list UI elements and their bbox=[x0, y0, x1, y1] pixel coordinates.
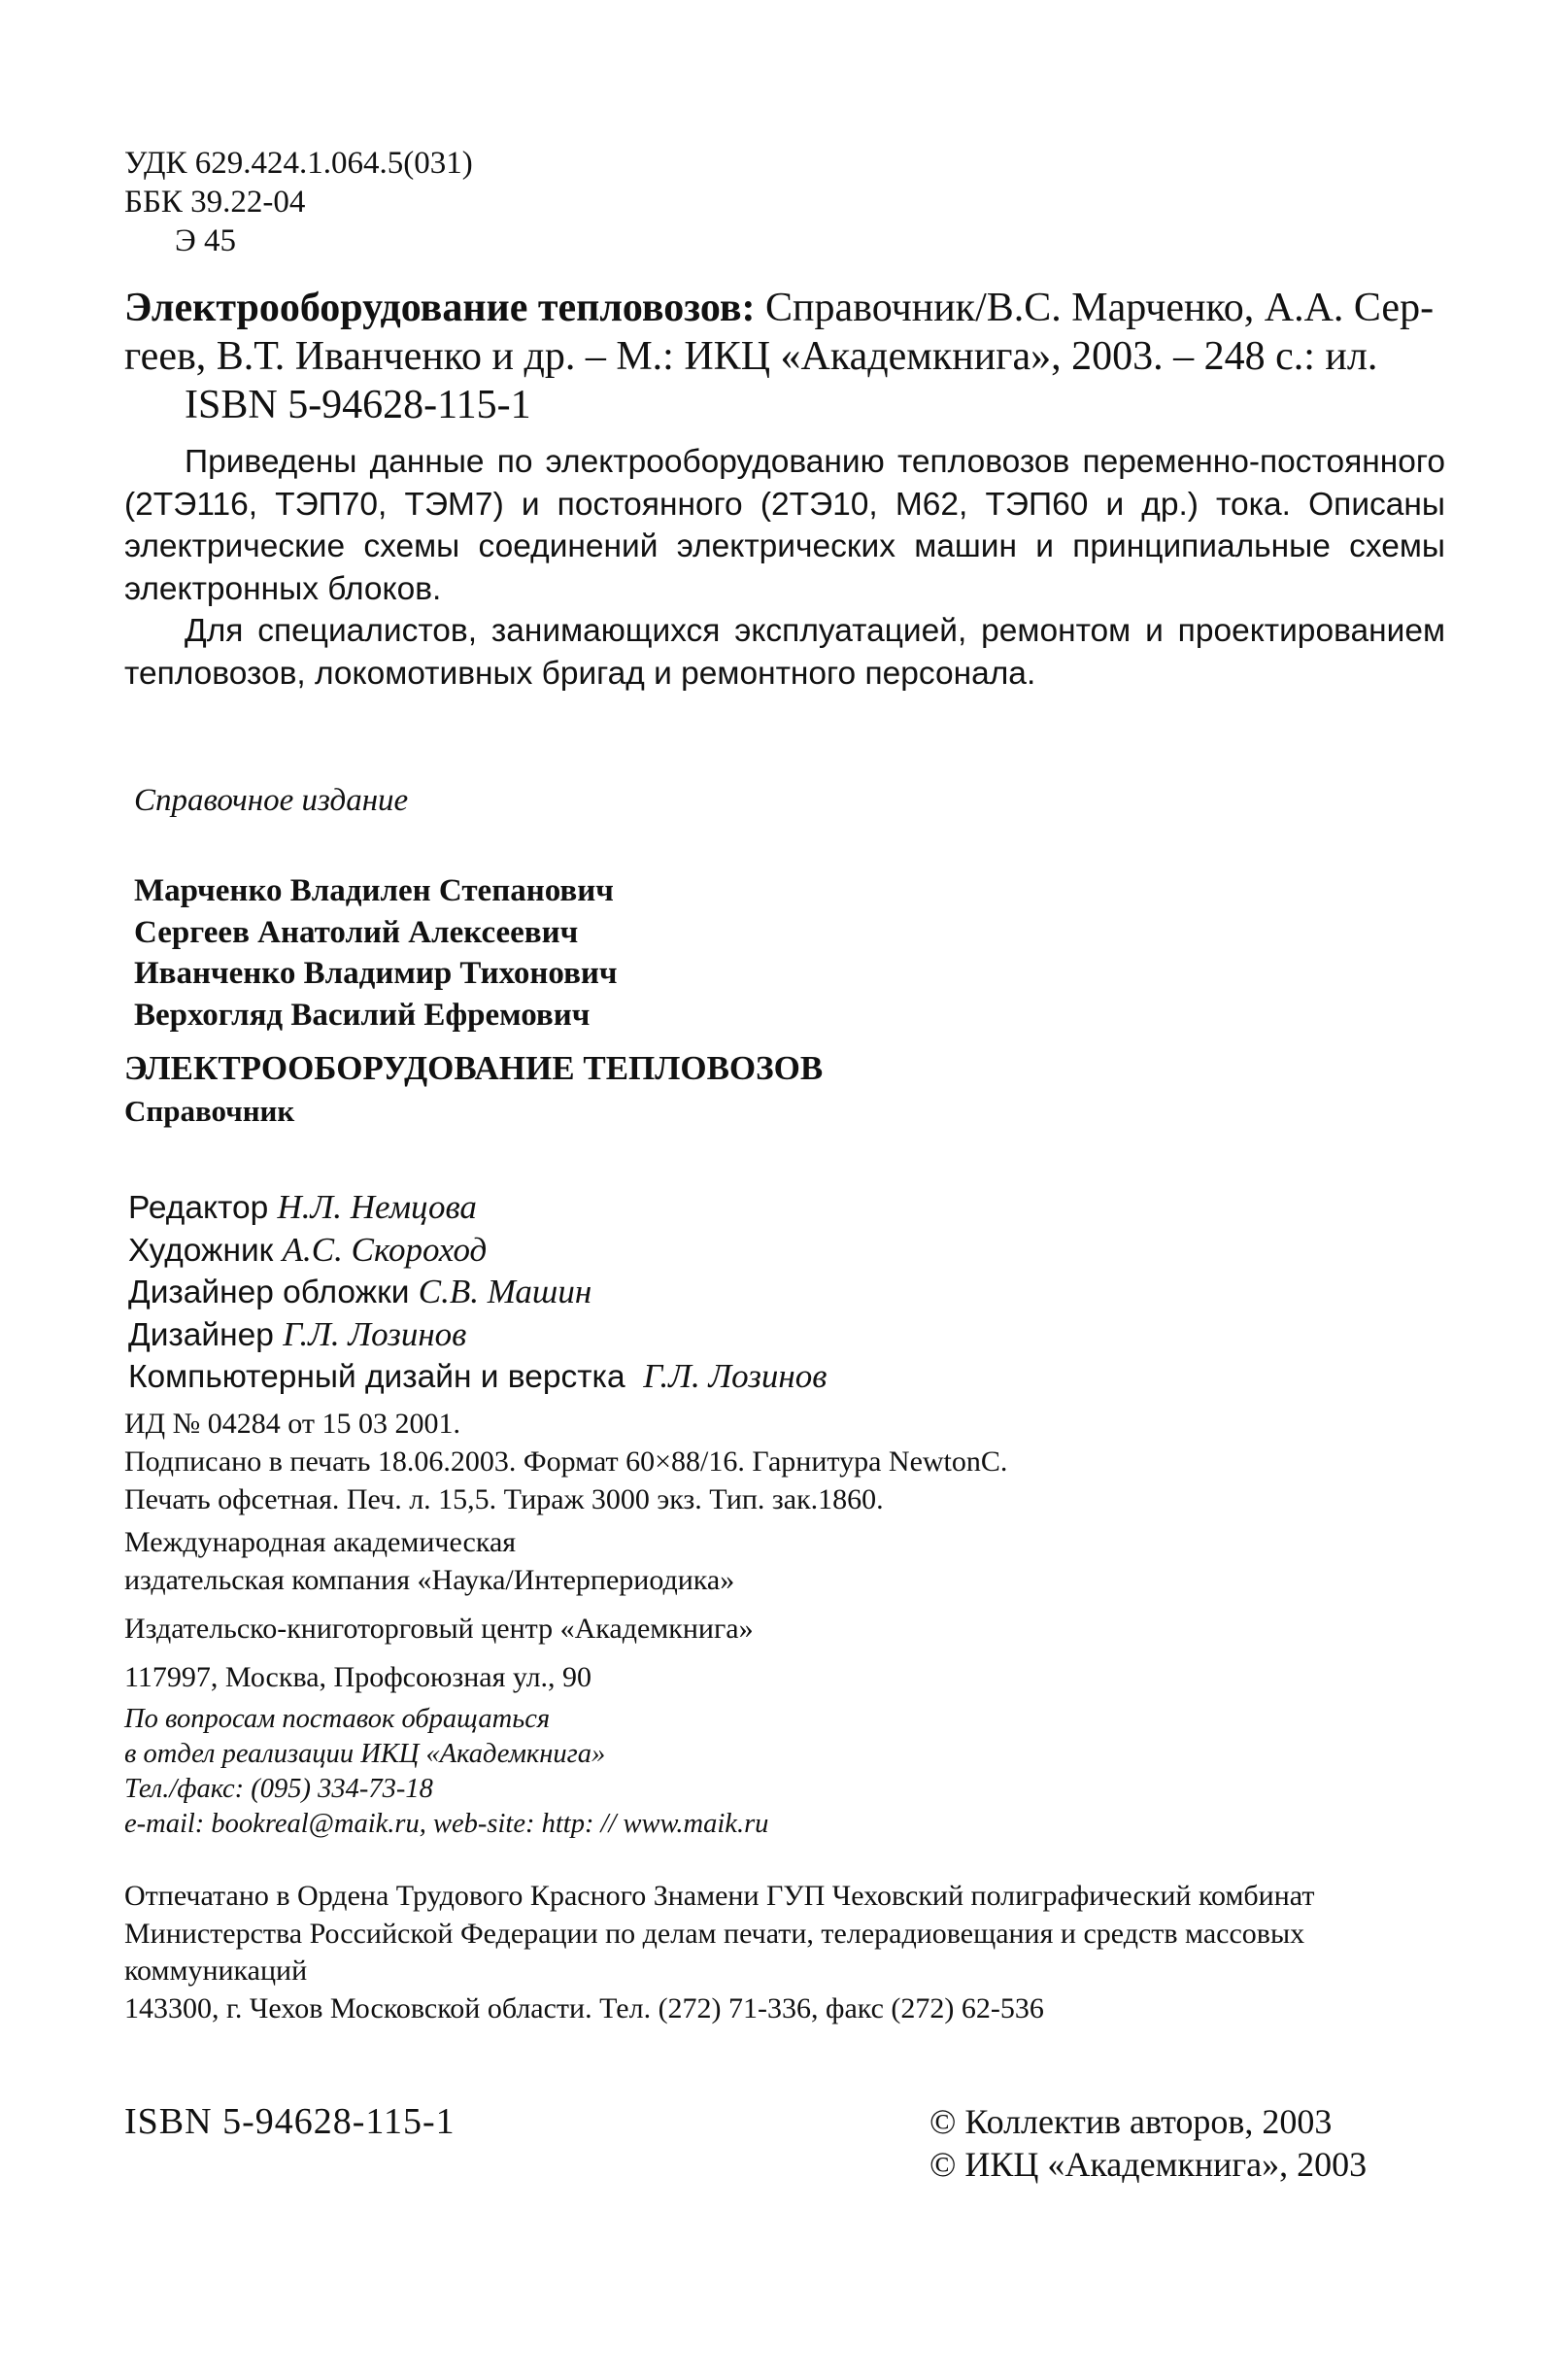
bbk-code: ББК 39.22-04 bbox=[124, 185, 306, 220]
author-name: Сергеев Анатолий Алексеевич bbox=[134, 914, 579, 950]
staff-row bbox=[128, 1187, 827, 1230]
author-name: Иванченко Владимир Тихонович bbox=[134, 956, 618, 991]
sales-contacts bbox=[124, 1702, 768, 1842]
edition-type: Справочное издание bbox=[134, 783, 409, 818]
staff-row bbox=[128, 1230, 827, 1273]
printer-address: 143300, г. Чехов Московской области. Тел. (272) 71-336, факс (272) 62-536 bbox=[124, 1991, 1044, 2024]
publisher-line: издательская компания «Наука/Интерпериодика» bbox=[124, 1564, 735, 1596]
book-title: ЭЛЕКТРООБОРУДОВАНИЕ ТЕПЛОВОЗОВ bbox=[124, 1049, 824, 1087]
printing-info: Печать офсетная. Печ. л. 15,5. Тираж 3000 экз. Тип. зак. bbox=[124, 1483, 819, 1515]
publisher-info bbox=[124, 1523, 754, 1696]
staff-role: Компьютерный дизайн и верстка bbox=[128, 1359, 625, 1395]
staff-role: Дизайнер bbox=[128, 1316, 274, 1353]
staff-name: С.В. Машин bbox=[418, 1273, 592, 1310]
order-number: 1860. bbox=[818, 1483, 884, 1515]
book-subtitle: Справочник bbox=[124, 1094, 295, 1128]
bib-authors-line: Справочник/В.С. Марченко, А.А. Сер- bbox=[755, 286, 1435, 330]
staff-name: Г.Л. Лозинов bbox=[643, 1357, 828, 1395]
signed-to-print: Подписано в печать 18.06.2003. Формат 60×88/16. Гарнитура NewtonC. bbox=[124, 1445, 1008, 1478]
staff-row bbox=[128, 1314, 827, 1357]
bibliographic-description bbox=[124, 284, 1436, 429]
staff-role: Художник bbox=[128, 1232, 274, 1269]
copyright-block bbox=[929, 2100, 1367, 2186]
print-details bbox=[124, 1405, 1007, 1518]
publisher-address: 117997, Москва, Профсоюзная ул., 90 bbox=[124, 1661, 592, 1693]
contacts-line: По вопросам поставок обращаться bbox=[124, 1704, 551, 1734]
printer-text: Отпечатано в Ордена Трудового Красного Знамени ГУП Чеховский полиграфический комбинат Министерства Российской Федерации по делам печати, телерадиовещания и средств массовых коммуникаций bbox=[124, 1880, 1315, 1987]
staff-role: Редактор bbox=[128, 1190, 269, 1226]
staff-name: А.С. Скороход bbox=[282, 1230, 488, 1269]
classification-codes bbox=[124, 144, 473, 260]
abstract bbox=[124, 441, 1445, 695]
printer-info bbox=[124, 1878, 1465, 2027]
staff-credits bbox=[128, 1187, 827, 1399]
copyright-line: © ИКЦ «Академкнига», 2003 bbox=[929, 2145, 1368, 2184]
publisher-line: Издательско-книготорговый центр «Академкнига» bbox=[124, 1613, 754, 1645]
author-mark: Э 45 bbox=[175, 223, 237, 258]
staff-row bbox=[128, 1272, 827, 1314]
udk-code: УДК 629.424.1.064.5(031) bbox=[124, 146, 473, 181]
author-name: Верхогляд Василий Ефремович bbox=[134, 997, 591, 1033]
staff-row bbox=[128, 1356, 827, 1399]
book-title-block bbox=[124, 1047, 823, 1133]
staff-role: Дизайнер обложки bbox=[128, 1275, 410, 1310]
staff-name: Н.Л. Немцова bbox=[277, 1188, 477, 1226]
footer-isbn: ISBN 5-94628-115-1 bbox=[124, 2101, 456, 2142]
staff-name: Г.Л. Лозинов bbox=[283, 1314, 467, 1353]
publisher-line: Международная академическая bbox=[124, 1526, 517, 1558]
author-name: Марченко Владилен Степанович bbox=[134, 873, 614, 908]
contacts-phone: Тел./факс: (095) 334-73-18 bbox=[124, 1774, 433, 1804]
license-number: ИД № 04284 от 15 03 2001. bbox=[124, 1408, 460, 1440]
copyright-line: © Коллектив авторов, 2003 bbox=[929, 2102, 1333, 2141]
abstract-paragraph: Приведены данные по электрооборудованию тепловозов переменно-постоянного (2ТЭ116, ТЭП70, ТЭМ7) и постоянного (2ТЭ10, М62, ТЭП60 и др.) тока. Описаны электрические схемы соединений электрических машин и принципиальные схемы электронных блоков. bbox=[124, 444, 1445, 607]
contacts-web: e-mail: bookreal@maik.ru, web-site: http: // www.maik.ru bbox=[124, 1809, 769, 1839]
audience-paragraph: Для специалистов, занимающихся эксплуатацией, ремонтом и проектированием тепловозов, локомотивных бригад и ремонтного персонала. bbox=[124, 613, 1445, 692]
bib-isbn: ISBN 5-94628-115-1 bbox=[185, 383, 531, 427]
bib-publication-line: геев, В.Т. Иванченко и др. – М.: ИКЦ «Академкнига», 2003. – 248 с.: ил. bbox=[124, 334, 1378, 379]
contacts-line: в отдел реализации ИКЦ «Академкнига» bbox=[124, 1739, 606, 1769]
authors-list bbox=[134, 870, 618, 1036]
bib-title: Электрооборудование тепловозов: bbox=[124, 286, 756, 330]
